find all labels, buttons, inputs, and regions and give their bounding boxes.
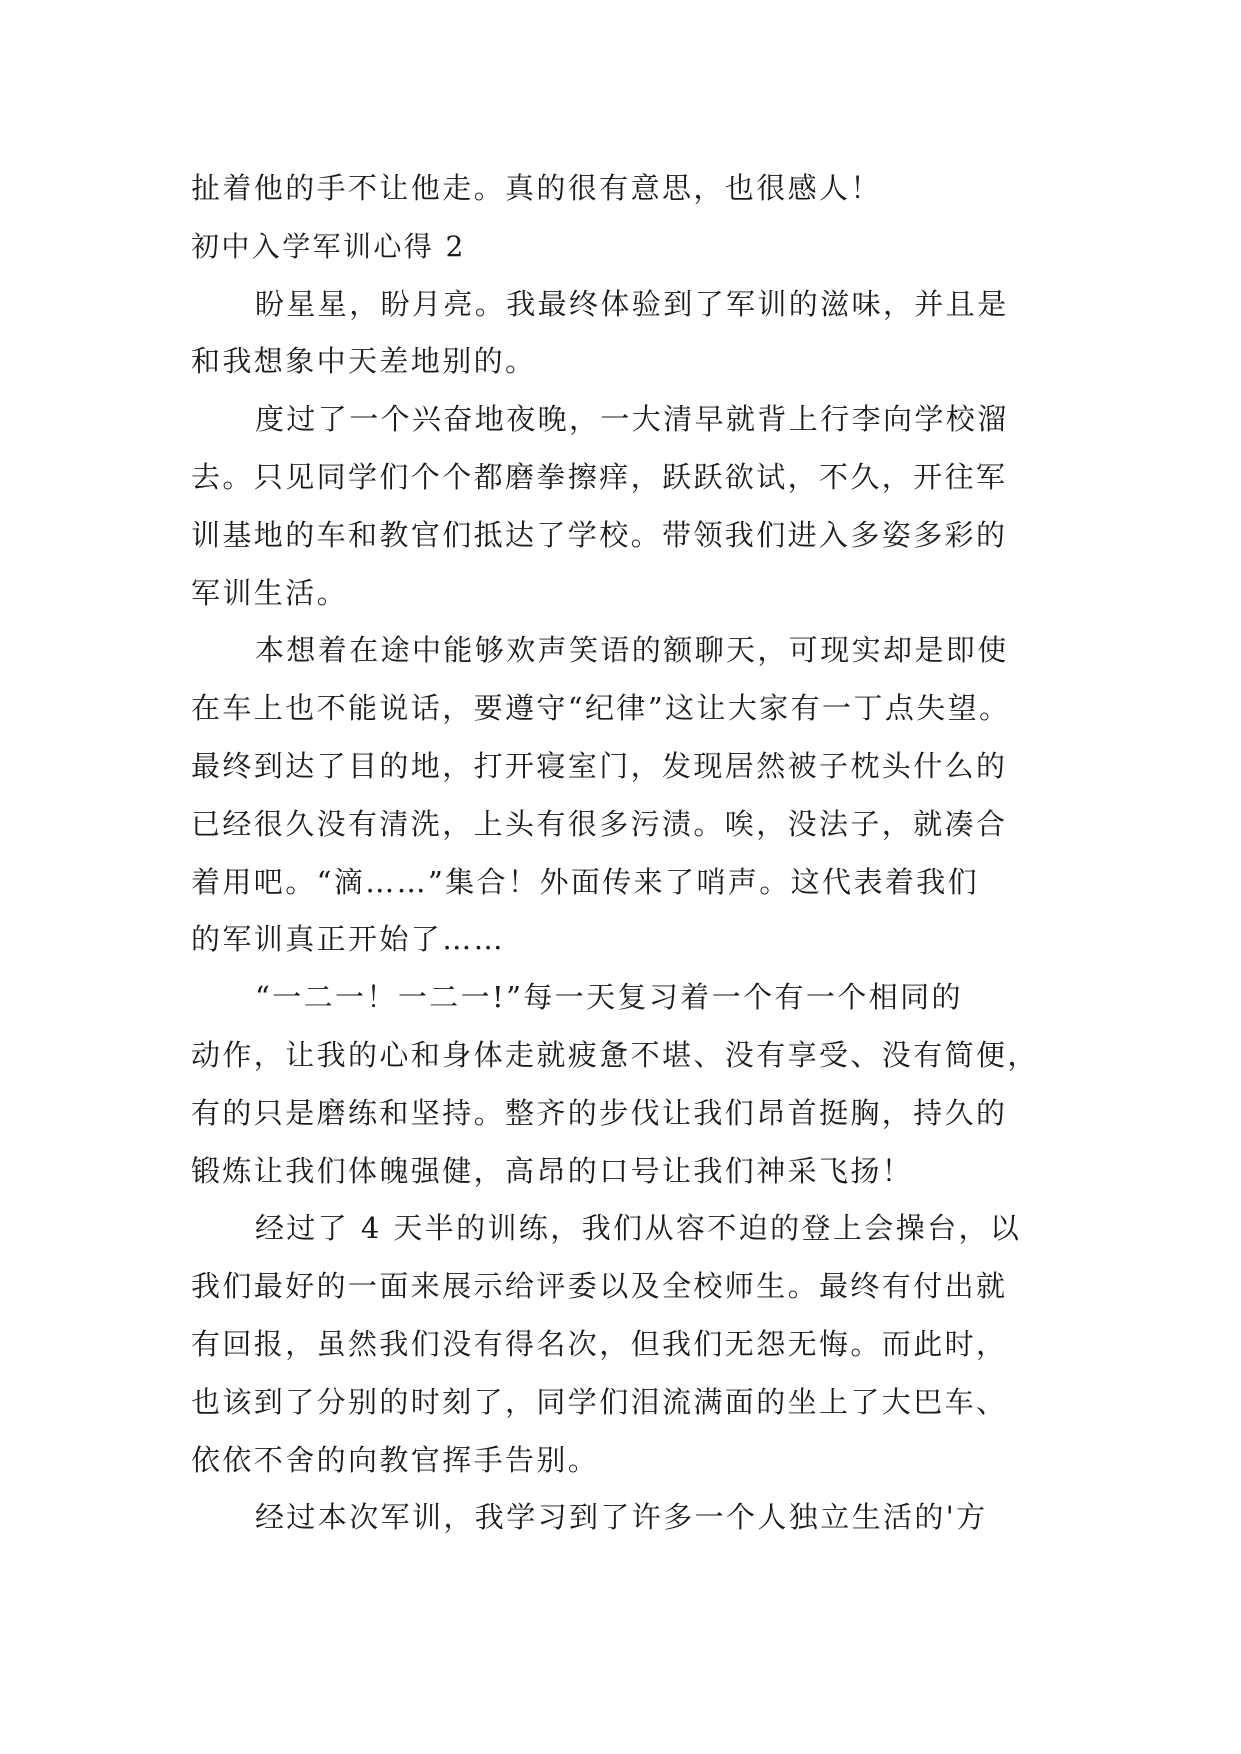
text-line: 有回报，虽然我们没有得名次，但我们无怨无悔。而此时，	[191, 1326, 1008, 1361]
text-line: 也该到了分别的时刻了，同学们泪流满面的坐上了大巴车、	[191, 1384, 1008, 1419]
text-line: 依依不舍的向教官挥手告别。	[191, 1442, 600, 1477]
paragraph-first-line: 本想着在途中能够欢声笑语的额聊天，可现实却是即使	[255, 633, 1009, 668]
text-line: 着用吧。“滴……”集合！外面传来了哨声。这代表着我们	[191, 864, 980, 899]
paragraph-first-line: 度过了一个兴奋地夜晚，一大清早就背上行李向学校溜	[255, 402, 1009, 437]
text-line: 和我想象中天差地别的。	[191, 344, 537, 379]
text-line: 我们最好的一面来展示给评委以及全校师生。最终有付出就	[191, 1269, 1008, 1304]
text-line: 的军训真正开始了……	[191, 922, 506, 957]
paragraph-first-line: 盼星星，盼月亮。我最终体验到了军训的滋味，并且是	[255, 286, 1009, 321]
paragraph-first-line: 经过了 4 天半的训练，我们从容不迫的登上会操台，以	[255, 1211, 1022, 1246]
text-line: 锻炼让我们体魄强健，高昂的口号让我们神采飞扬！	[191, 1153, 914, 1188]
text-line: 训基地的车和教官们抵达了学校。带领我们进入多姿多彩的	[191, 517, 1008, 552]
text-line: 最终到达了目的地，打开寝室门，发现居然被子枕头什么的	[191, 748, 1008, 783]
document-body	[191, 160, 1061, 1547]
text-line: 动作，让我的心和身体走就疲惫不堪、没有享受、没有简便，	[191, 1037, 1039, 1072]
text-line: 已经很久没有清洗，上头有很多污渍。唉，没法子，就凑合	[191, 806, 1008, 841]
text-line: 军训生活。	[191, 575, 349, 610]
text-line: 有的只是磨练和坚持。整齐的步伐让我们昂首挺胸，持久的	[191, 1095, 1008, 1130]
text-line: 在车上也不能说话，要遵守“纪律”这让大家有一丁点失望。	[191, 691, 1011, 726]
section-heading: 初中入学军训心得 2	[191, 229, 466, 263]
text-line: 扯着他的手不让他走。真的很有意思，也很感人！	[191, 171, 882, 205]
paragraph-first-line: 经过本次军训，我学习到了许多一个人独立生活的'方	[255, 1500, 988, 1535]
paragraph-first-line: “一二一！一二一!”每一天复习着一个有一个相同的	[255, 980, 963, 1015]
text-line: 去。只见同学们个个都磨拳擦痒，跃跃欲试，不久，开往军	[191, 459, 1008, 494]
